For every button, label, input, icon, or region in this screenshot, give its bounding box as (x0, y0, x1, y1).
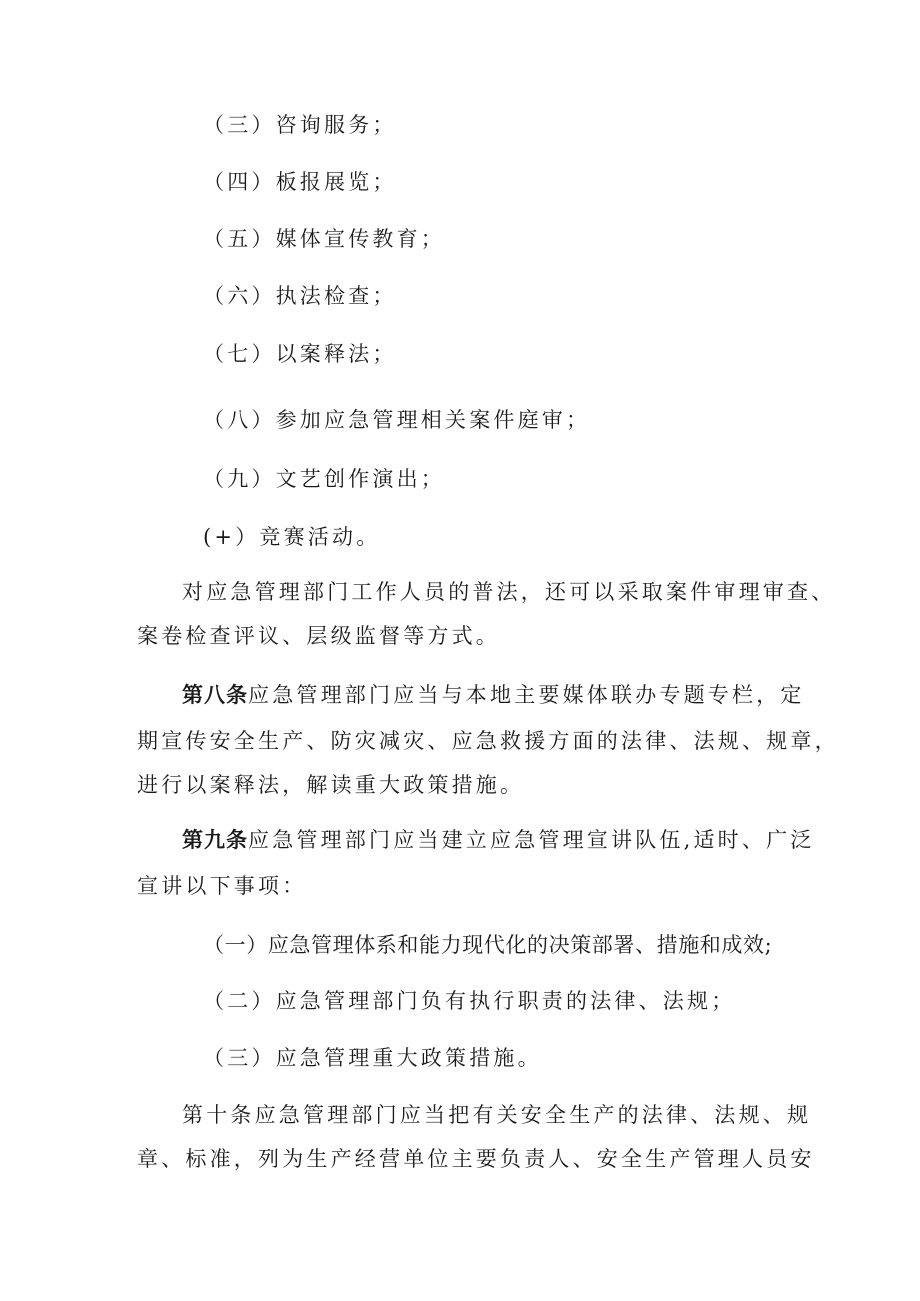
article-8-heading: 第八条 (182, 683, 248, 707)
list-item-media-education: （五）媒体宣传教育； (203, 227, 445, 251)
list-item-law-enforcement-inspection: （六）执法检查； (203, 284, 397, 308)
article-9-line-1 (182, 826, 814, 854)
staff-paragraph-line-1: 对应急管理部门工作人员的普法，还可以采取案件审理审查、 (182, 580, 836, 604)
list-item-art-performance: （九）文艺创作演出； (203, 467, 445, 491)
list-item-board-exhibition: （四）板报展览； (203, 170, 397, 194)
list-item-case-explanation: （七）以案释法； (203, 342, 397, 366)
article-10-line-1: 第十条应急管理部门应当把有关安全生产的法律、法规、规 (182, 1103, 812, 1127)
list-item-competition: (+）竞赛活动。 (203, 525, 381, 549)
article-8-text: 应急管理部门应当与本地主要媒体联办专题专栏，定 (248, 683, 805, 707)
article-9-heading: 第九条 (182, 828, 248, 852)
staff-paragraph-line-2: 案卷检查评议、层级监督等方式。 (137, 624, 500, 648)
article-9-line-2: 宣讲以下事项： (137, 874, 307, 898)
article-9-item-2: （二）应急管理部门负有执行职责的法律、法规； (203, 989, 736, 1013)
article-8-line-3: 进行以案释法，解读重大政策措施。 (137, 773, 525, 797)
article-8-line-2: 期宣传安全生产、防灾减灾、应急救援方面的法律、法规、规章， (137, 729, 839, 753)
article-9-text: 应急管理部门应当建立应急管理宣讲队伍,适时、广泛 (248, 828, 815, 852)
article-9-item-3: （三）应急管理重大政策措施。 (203, 1046, 542, 1070)
list-item-court-hearing: （八）参加应急管理相关案件庭审； (203, 408, 591, 432)
list-item-consulting: （三）咨询服务； (203, 113, 397, 137)
article-9-item-1: （一）应急管理体系和能力现代化的决策部署、措施和成效; (203, 933, 773, 957)
article-10-line-2: 章、标准，列为生产经营单位主要负责人、安全生产管理人员安 (137, 1147, 815, 1171)
article-8-line-1 (182, 681, 805, 709)
